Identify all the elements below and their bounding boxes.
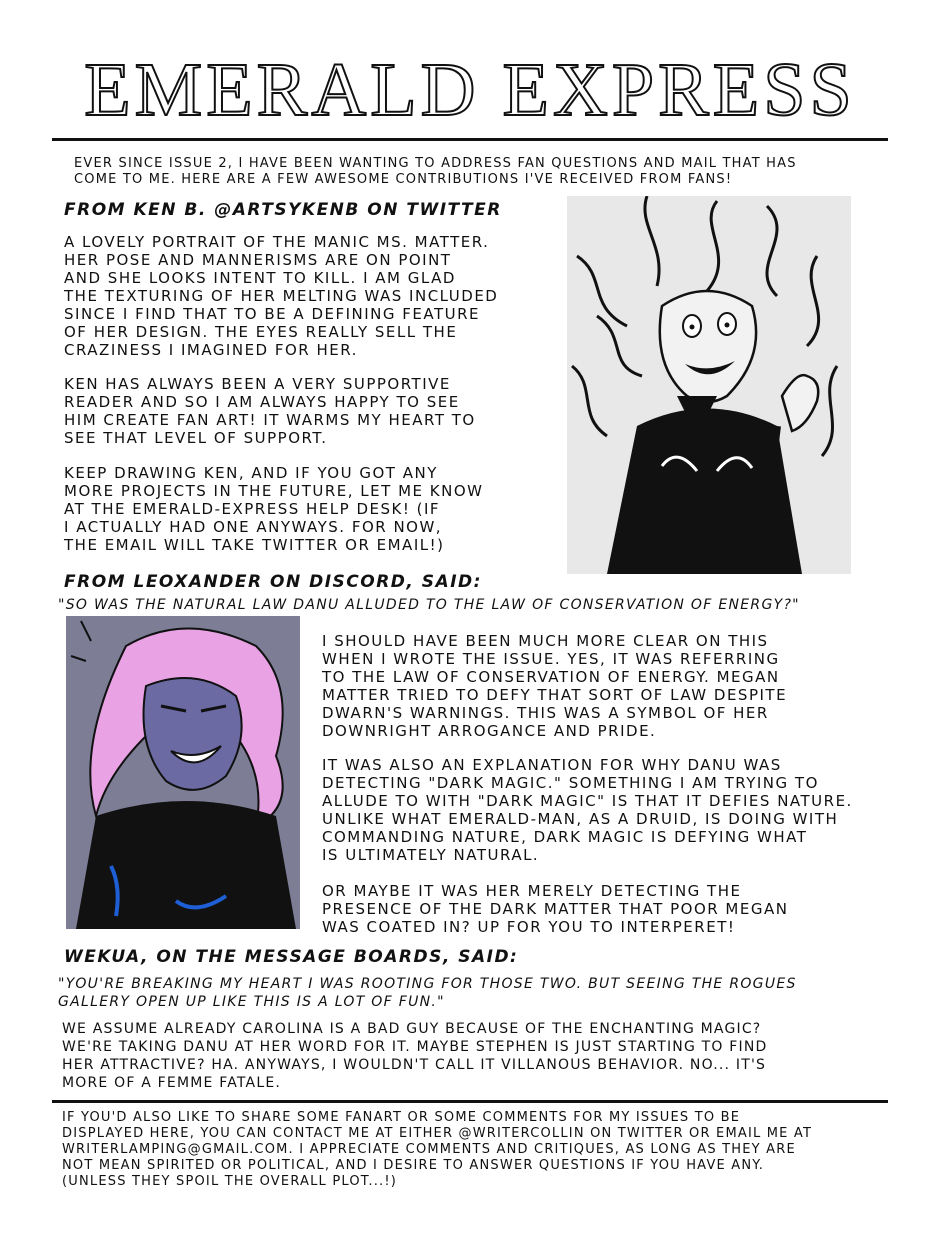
section1-paragraph-2: KEN HAS ALWAYS BEEN A VERY SUPPORTIVE READER AND SO I AM ALWAYS HAPPY TO SEE HIM CREATE FAN ART! IT WARMS MY HEART TO SEE THAT LEVEL OF SUPPORT. — [64, 375, 476, 447]
section1-paragraph-3: KEEP DRAWING KEN, AND IF YOU GOT ANY MORE PROJECTS IN THE FUTURE, LET ME KNOW AT THE EMERALD-EXPRESS HELP DESK! (IF I ACTUALLY HAD ONE ANYWAYS. FOR NOW, THE EMAIL WILL TAKE TWITTER OR EMAIL!) — [64, 464, 484, 554]
section1-heading: FROM KEN B. @ARTSYKENB ON TWITTER — [64, 200, 502, 220]
section2-quote: "SO WAS THE NATURAL LAW DANU ALLUDED TO THE LAW OF CONSERVATION OF ENERGY?" — [58, 597, 800, 613]
section2-paragraph-3: OR MAYBE IT WAS HER MERELY DETECTING THE PRESENCE OF THE DARK MATTER THAT POOR MEGAN WAS COATED IN? UP FOR YOU TO INTERPERET! — [322, 882, 789, 936]
comic-panel-image — [66, 616, 300, 929]
section2-heading: FROM LEOXANDER ON DISCORD, SAID: — [64, 572, 482, 592]
title-divider — [52, 138, 888, 141]
intro-text: EVER SINCE ISSUE 2, I HAVE BEEN WANTING TO ADDRESS FAN QUESTIONS AND MAIL THAT HAS COME TO ME. HERE ARE A FEW AWESOME CONTRIBUTIONS I'VE RECEIVED FROM FANS! — [74, 156, 797, 187]
footer-divider — [52, 1100, 888, 1103]
section3-paragraph: WE ASSUME ALREADY CAROLINA IS A BAD GUY BECAUSE OF THE ENCHANTING MAGIC? WE'RE TAKING DANU AT HER WORD FOR IT. MAYBE STEPHEN IS JUST STARTING TO FIND HER ATTRACTIVE? HA. ANYWAYS, I WOULDN'T CALL IT VILLANOUS BEHAVIOR. NO... IT'S MORE OF A FEMME FATALE. — [62, 1021, 768, 1091]
section3-quote: "YOU'RE BREAKING MY HEART I WAS ROOTING FOR THOSE TWO. BUT SEEING THE ROGUES GALLERY OPEN UP LIKE THIS IS A LOT OF FUN." — [58, 976, 797, 1010]
fan-art-sketch-image — [567, 196, 851, 574]
footer-text: IF YOU'D ALSO LIKE TO SHARE SOME FANART OR SOME COMMENTS FOR MY ISSUES TO BE DISPLAYED HERE, YOU CAN CONTACT ME AT EITHER @WRITERCOLLIN ON TWITTER OR EMAIL ME AT WRITERLAMPING@GMAIL.COM. I APPRECIATE COMMENTS AND CRITIQUES, AS LONG AS THEY ARE NOT MEAN SPIRITED OR POLITICAL, AND I DESIRE TO ANSWER QUESTIONS IF YOU HAVE ANY. (UNLESS THEY SPOIL THE OVERALL PLOT...!) — [62, 1110, 813, 1189]
section2-paragraph-2: IT WAS ALSO AN EXPLANATION FOR WHY DANU WAS DETECTING "DARK MAGIC." SOMETHING I AM TRYING TO ALLUDE TO WITH "DARK MAGIC" IS THAT IT DEFIES NATURE. UNLIKE WHAT EMERALD-MAN, AS A DRUID, IS DOING WITH COMMANDING NATURE, DARK MAGIC IS DEFYING WHAT IS ULTIMATELY NATURAL. — [322, 756, 853, 864]
section1-paragraph-1: A LOVELY PORTRAIT OF THE MANIC MS. MATTER. HER POSE AND MANNERISMS ARE ON POINT AND SHE LOOKS INTENT TO KILL. I AM GLAD THE TEXTURING OF HER MELTING WAS INCLUDED SINCE I FIND THAT TO BE A DEFINING FEATURE OF HER DESIGN. THE EYES REALLY SELL THE CRAZINESS I IMAGINED FOR HER. — [64, 233, 499, 359]
page-title: EMERALD EXPRESS — [84, 48, 856, 132]
section2-paragraph-1: I SHOULD HAVE BEEN MUCH MORE CLEAR ON THIS WHEN I WROTE THE ISSUE. YES, IT WAS REFERRING TO THE LAW OF CONSERVATION OF ENERGY. MEGAN MATTER TRIED TO DEFY THAT SORT OF LAW DESPITE DWARN'S WARNINGS. THIS WAS A SYMBOL OF HER DOWNRIGHT ARROGANCE AND PRIDE. — [322, 632, 788, 740]
section3-heading: WEKUA, ON THE MESSAGE BOARDS, SAID: — [64, 947, 519, 967]
